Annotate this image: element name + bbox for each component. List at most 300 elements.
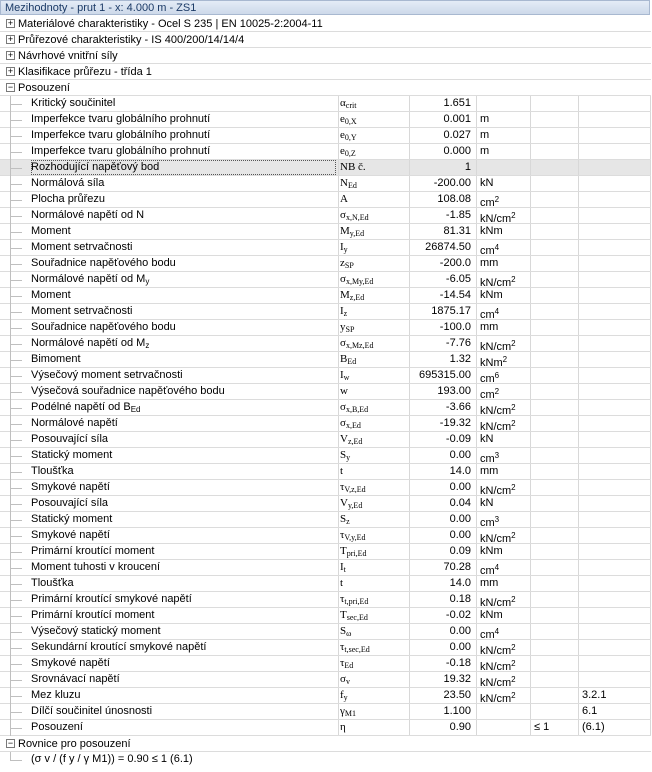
- row-value: [411, 672, 471, 687]
- section-label: Návrhové vnitřní síly: [18, 50, 118, 62]
- row-value: [411, 240, 471, 255]
- row-value-text: -200.0: [439, 257, 471, 269]
- column-divider: [650, 144, 651, 159]
- row-label: [31, 656, 336, 671]
- row-value-text: 0.00: [449, 529, 471, 541]
- row-reference: [582, 672, 650, 687]
- row-symbol: [340, 240, 410, 255]
- row-label-text: Výsečový moment setrvačnosti: [31, 369, 183, 381]
- column-divider: [578, 256, 579, 271]
- column-divider: [530, 96, 531, 111]
- row-unit-text: cm: [480, 309, 495, 319]
- column-divider: [476, 432, 477, 447]
- row-reference: [582, 400, 650, 415]
- column-divider: [476, 528, 477, 543]
- row-unit: [480, 224, 530, 239]
- row-symbol-subscript: x,B,Ed: [345, 405, 369, 414]
- row-unit-superscript: 2: [511, 691, 516, 700]
- row-label: [31, 192, 336, 207]
- row-symbol-subscript: x,Mz,Ed: [345, 341, 374, 350]
- row-reference: [582, 96, 650, 111]
- row-label-text: Bimoment: [31, 353, 81, 365]
- row-symbol-text: NB č.: [340, 161, 366, 173]
- column-divider: [578, 240, 579, 255]
- row-unit-superscript: 2: [511, 483, 516, 492]
- row-label: [31, 720, 336, 735]
- table-row[interactable]: [0, 368, 651, 384]
- row-symbol-text: I: [340, 561, 344, 573]
- row-unit-text: kNm: [480, 545, 503, 557]
- column-divider: [530, 464, 531, 479]
- row-value-text: 0.09: [449, 545, 471, 557]
- row-reference: [582, 192, 650, 207]
- row-symbol-text: η: [340, 721, 346, 733]
- column-divider: [650, 208, 651, 223]
- row-value-text: -0.18: [445, 657, 471, 669]
- column-divider: [530, 416, 531, 431]
- row-label-text: Primární kroutící moment: [31, 609, 155, 621]
- row-value-text: 0.00: [449, 625, 471, 637]
- column-divider: [650, 240, 651, 255]
- row-value-text: 26874.50: [425, 241, 471, 253]
- row-label-text: Smykové napětí: [31, 481, 110, 493]
- column-divider: [650, 384, 651, 399]
- column-divider: [650, 304, 651, 319]
- table-row[interactable]: [0, 608, 651, 624]
- row-value: [411, 592, 471, 607]
- row-symbol-text: e: [340, 129, 345, 141]
- table-row[interactable]: [0, 432, 651, 448]
- row-value: [411, 576, 471, 591]
- column-divider: [338, 320, 339, 335]
- table-row[interactable]: [0, 688, 651, 704]
- column-divider: [338, 560, 339, 575]
- column-divider: [578, 704, 579, 719]
- row-value: [411, 176, 471, 191]
- column-divider: [338, 240, 339, 255]
- row-unit: [480, 416, 530, 431]
- column-divider: [650, 256, 651, 271]
- row-symbol-subscript: SP: [345, 325, 355, 334]
- row-symbol-text: I: [340, 241, 344, 253]
- expand-icon[interactable]: +: [7, 50, 14, 60]
- expand-icon[interactable]: +: [7, 34, 14, 44]
- row-symbol: [340, 368, 410, 383]
- column-divider: [578, 96, 579, 111]
- row-symbol-text: T: [340, 609, 347, 621]
- column-divider: [650, 608, 651, 623]
- row-limit: [534, 464, 574, 479]
- table-row[interactable]: [0, 384, 651, 400]
- column-divider: [476, 576, 477, 591]
- row-value: [411, 704, 471, 719]
- column-divider: [530, 720, 531, 735]
- table-row[interactable]: [0, 208, 651, 224]
- row-label-text: Souřadnice napěťového bodu: [31, 321, 176, 333]
- section-internal-forces[interactable]: [0, 48, 651, 64]
- row-symbol-text: τ: [340, 529, 345, 541]
- column-divider: [578, 304, 579, 319]
- row-unit-text: m: [480, 129, 490, 141]
- row-unit-superscript: 2: [511, 659, 516, 668]
- section-label: Posouzení: [18, 82, 70, 94]
- row-label: [31, 368, 336, 383]
- table-row[interactable]: [0, 288, 651, 304]
- row-value-text: -3.66: [445, 401, 471, 413]
- row-label-text: Primární kroutící smykové napětí: [31, 593, 192, 605]
- table-row[interactable]: [0, 528, 651, 544]
- table-row[interactable]: [0, 672, 651, 688]
- row-unit: [480, 432, 530, 447]
- row-value: [411, 128, 471, 143]
- column-divider: [530, 480, 531, 495]
- column-divider: [338, 432, 339, 447]
- table-row[interactable]: [0, 544, 651, 560]
- row-label: [31, 160, 336, 175]
- column-divider: [476, 416, 477, 431]
- column-divider: [650, 272, 651, 287]
- row-symbol-subscript: t: [343, 565, 346, 574]
- column-divider: [530, 528, 531, 543]
- row-value-text: -0.09: [445, 433, 471, 445]
- row-value: [411, 624, 471, 639]
- row-label-text: Výsečová souřadnice napěťového bodu: [31, 385, 225, 397]
- section-equations[interactable]: [0, 736, 651, 752]
- row-symbol-text: w: [340, 385, 348, 397]
- column-divider: [530, 512, 531, 527]
- column-divider: [578, 496, 579, 511]
- column-divider: [530, 304, 531, 319]
- column-divider: [476, 304, 477, 319]
- tree-line: [10, 752, 11, 760]
- row-label: [31, 176, 336, 191]
- row-unit: [480, 544, 530, 559]
- row-value-text: 0.001: [443, 113, 471, 125]
- row-unit-text: mm: [480, 577, 499, 589]
- row-label-text: Tloušťka: [31, 465, 74, 477]
- row-symbol-subscript: Ed: [347, 181, 357, 190]
- column-divider: [578, 544, 579, 559]
- row-symbol: [340, 512, 410, 527]
- row-reference: [582, 592, 650, 607]
- row-limit: [534, 208, 574, 223]
- row-reference: [582, 480, 650, 495]
- row-symbol: [340, 304, 410, 319]
- table-row[interactable]: [0, 112, 651, 128]
- column-divider: [338, 256, 339, 271]
- row-reference: [582, 240, 650, 255]
- row-label-subscript: y: [145, 277, 150, 286]
- row-label: [31, 336, 336, 351]
- table-row[interactable]: [0, 464, 651, 480]
- row-label: [31, 224, 336, 239]
- column-divider: [476, 176, 477, 191]
- table-row[interactable]: [0, 640, 651, 656]
- tree-branch: [10, 248, 22, 249]
- row-limit: [534, 352, 574, 367]
- column-divider: [338, 608, 339, 623]
- table-row[interactable]: [0, 624, 651, 640]
- column-divider: [578, 176, 579, 191]
- column-divider: [578, 272, 579, 287]
- column-divider: [578, 624, 579, 639]
- row-label-text: Rozhodující napěťový bod: [31, 161, 160, 173]
- row-value-text: 0.00: [449, 641, 471, 653]
- column-divider: [338, 160, 339, 175]
- tree-branch: [10, 104, 22, 105]
- table-row[interactable]: [0, 576, 651, 592]
- row-symbol: [340, 608, 410, 623]
- column-divider: [476, 480, 477, 495]
- table-row[interactable]: [0, 320, 651, 336]
- table-row[interactable]: [0, 192, 651, 208]
- column-divider: [578, 720, 579, 735]
- expand-icon[interactable]: +: [7, 66, 14, 76]
- column-divider: [578, 576, 579, 591]
- tree-branch: [10, 712, 22, 713]
- row-unit: [480, 112, 530, 127]
- row-symbol-text: S: [340, 625, 347, 637]
- row-unit-text: cm: [480, 389, 495, 399]
- row-symbol-text: T: [340, 545, 347, 557]
- column-divider: [578, 112, 579, 127]
- table-row[interactable]: [0, 144, 651, 160]
- row-limit: [534, 368, 574, 383]
- table-row[interactable]: [0, 176, 651, 192]
- table-row[interactable]: [0, 160, 651, 176]
- row-label-text: Podélné napětí od B: [31, 401, 131, 413]
- column-divider: [476, 352, 477, 367]
- row-limit-text: ≤ 1: [534, 721, 550, 733]
- row-unit-superscript: 2: [511, 403, 516, 412]
- table-row[interactable]: [0, 592, 651, 608]
- row-symbol-text: σ: [340, 401, 346, 413]
- row-symbol: [340, 112, 410, 127]
- column-divider: [476, 720, 477, 735]
- tree-branch: [10, 568, 22, 569]
- column-divider: [530, 256, 531, 271]
- column-divider: [338, 192, 339, 207]
- row-label: [31, 288, 336, 303]
- column-divider: [338, 592, 339, 607]
- row-limit: [534, 336, 574, 351]
- column-divider: [578, 464, 579, 479]
- tree-branch: [10, 296, 22, 297]
- table-row[interactable]: [0, 224, 651, 240]
- row-symbol-text: τ: [340, 481, 345, 493]
- row-label-text: Srovnávací napětí: [31, 673, 120, 685]
- row-label-text: Statický moment: [31, 449, 113, 461]
- row-symbol: [340, 576, 410, 591]
- row-symbol: [340, 656, 410, 671]
- tree-branch: [10, 424, 22, 425]
- row-symbol: [340, 416, 410, 431]
- column-divider: [650, 560, 651, 575]
- row-unit-text: kN/cm: [480, 677, 512, 687]
- row-limit: [534, 624, 574, 639]
- column-divider: [650, 496, 651, 511]
- column-divider: [476, 640, 477, 655]
- section-label: Materiálové charakteristiky - Ocel S 235 | EN 10025-2:2004-11: [18, 18, 323, 30]
- column-divider: [530, 496, 531, 511]
- table-row[interactable]: [0, 256, 651, 272]
- column-divider: [650, 624, 651, 639]
- table-row[interactable]: [0, 656, 651, 672]
- row-unit: [480, 528, 530, 543]
- row-value: [411, 608, 471, 623]
- row-value-text: 19.32: [443, 673, 471, 685]
- column-divider: [476, 672, 477, 687]
- row-reference: [582, 512, 650, 527]
- column-divider: [338, 576, 339, 591]
- row-symbol: [340, 224, 410, 239]
- row-limit: [534, 480, 574, 495]
- row-unit-superscript: 2: [511, 675, 516, 684]
- tree-branch: [10, 216, 22, 217]
- column-divider: [650, 416, 651, 431]
- column-divider: [338, 528, 339, 543]
- table-row[interactable]: [0, 352, 651, 368]
- row-label: [31, 272, 336, 287]
- table-row[interactable]: [0, 96, 651, 112]
- collapse-icon[interactable]: −: [7, 738, 14, 748]
- column-divider: [578, 512, 579, 527]
- section-materials[interactable]: [0, 16, 651, 32]
- row-symbol-subscript: z,Ed: [349, 293, 365, 302]
- row-label: [31, 144, 336, 159]
- equation-row[interactable]: [0, 752, 651, 768]
- row-unit-superscript: 2: [511, 595, 516, 604]
- row-symbol-subscript: V,y,Ed: [344, 533, 366, 542]
- column-divider: [476, 368, 477, 383]
- row-label: [31, 496, 336, 511]
- row-symbol-text: y: [340, 321, 346, 333]
- row-label-text: Posouvající síla: [31, 497, 109, 509]
- tree-branch: [10, 184, 22, 185]
- table-row[interactable]: [0, 128, 651, 144]
- row-value-text: 695315.00: [419, 369, 471, 381]
- row-symbol-subscript: sec,Ed: [346, 613, 368, 622]
- table-row[interactable]: [0, 400, 651, 416]
- row-label: [31, 416, 336, 431]
- column-divider: [476, 544, 477, 559]
- column-divider: [530, 688, 531, 703]
- row-reference: [582, 576, 650, 591]
- collapse-icon[interactable]: −: [7, 82, 14, 92]
- column-divider: [530, 320, 531, 335]
- table-row[interactable]: [0, 560, 651, 576]
- column-divider: [530, 128, 531, 143]
- table-row[interactable]: [0, 704, 651, 720]
- row-unit: [480, 240, 530, 255]
- column-divider: [338, 336, 339, 351]
- row-limit: [534, 128, 574, 143]
- row-limit: [534, 560, 574, 575]
- tree-branch: [10, 552, 22, 553]
- section-label: Průřezové charakteristiky - IS 400/200/14/14/4: [18, 34, 245, 46]
- row-unit: [480, 208, 530, 223]
- column-divider: [476, 256, 477, 271]
- section-assessment[interactable]: [0, 80, 651, 96]
- row-symbol-text: A: [340, 193, 348, 205]
- row-limit: [534, 112, 574, 127]
- row-value: [411, 432, 471, 447]
- column-divider: [530, 448, 531, 463]
- column-divider: [338, 304, 339, 319]
- row-reference-text: 6.1: [582, 705, 598, 717]
- column-divider: [338, 704, 339, 719]
- table-row[interactable]: [0, 304, 651, 320]
- expand-icon[interactable]: +: [7, 18, 14, 28]
- column-divider: [650, 464, 651, 479]
- row-label: [31, 592, 336, 607]
- tree-branch: [10, 536, 22, 537]
- row-limit: [534, 544, 574, 559]
- table-row[interactable]: [0, 480, 651, 496]
- row-value-text: 23.50: [443, 689, 471, 701]
- column-divider: [578, 448, 579, 463]
- row-symbol-subscript: z,Ed: [347, 437, 363, 446]
- row-unit: [480, 176, 530, 191]
- table-row[interactable]: [0, 416, 651, 432]
- section-classification[interactable]: [0, 64, 651, 80]
- row-value-text: 0.04: [449, 497, 471, 509]
- tree-branch: [10, 728, 22, 729]
- row-unit-text: kN: [480, 433, 494, 445]
- row-label: [31, 624, 336, 639]
- row-label: [31, 352, 336, 367]
- column-divider: [476, 272, 477, 287]
- tree-branch: [10, 344, 22, 345]
- row-reference: [582, 112, 650, 127]
- table-row[interactable]: [0, 240, 651, 256]
- section-cross-section[interactable]: [0, 32, 651, 48]
- column-divider: [338, 144, 339, 159]
- row-symbol-text: N: [340, 177, 348, 189]
- row-reference: [582, 208, 650, 223]
- row-reference: [582, 176, 650, 191]
- row-limit: [534, 416, 574, 431]
- row-label-text: Smykové napětí: [31, 529, 110, 541]
- column-divider: [530, 160, 531, 175]
- table-row[interactable]: [0, 720, 651, 736]
- column-divider: [338, 512, 339, 527]
- row-reference: [582, 608, 650, 623]
- row-label-text: Imperfekce tvaru globálního prohnutí: [31, 145, 211, 157]
- row-symbol-subscript: y: [343, 693, 348, 702]
- row-symbol: [340, 320, 410, 335]
- table-row[interactable]: [0, 336, 651, 352]
- table-row[interactable]: [0, 496, 651, 512]
- row-reference: [582, 368, 650, 383]
- row-reference: [582, 336, 650, 351]
- row-value: [411, 544, 471, 559]
- table-row[interactable]: [0, 512, 651, 528]
- row-unit: [480, 336, 530, 351]
- row-symbol-text: V: [340, 433, 348, 445]
- tree-branch: [10, 664, 22, 665]
- row-unit: [480, 688, 530, 703]
- table-row[interactable]: [0, 448, 651, 464]
- row-label-text: Statický moment: [31, 513, 113, 525]
- row-symbol-subscript: SP: [344, 261, 354, 270]
- row-value: [411, 656, 471, 671]
- row-symbol: [340, 160, 410, 175]
- equation-text: (σ v / (f y / γ M1)) = 0.90 ≤ 1 (6.1): [31, 753, 193, 765]
- column-divider: [650, 688, 651, 703]
- table-row[interactable]: [0, 272, 651, 288]
- column-divider: [650, 672, 651, 687]
